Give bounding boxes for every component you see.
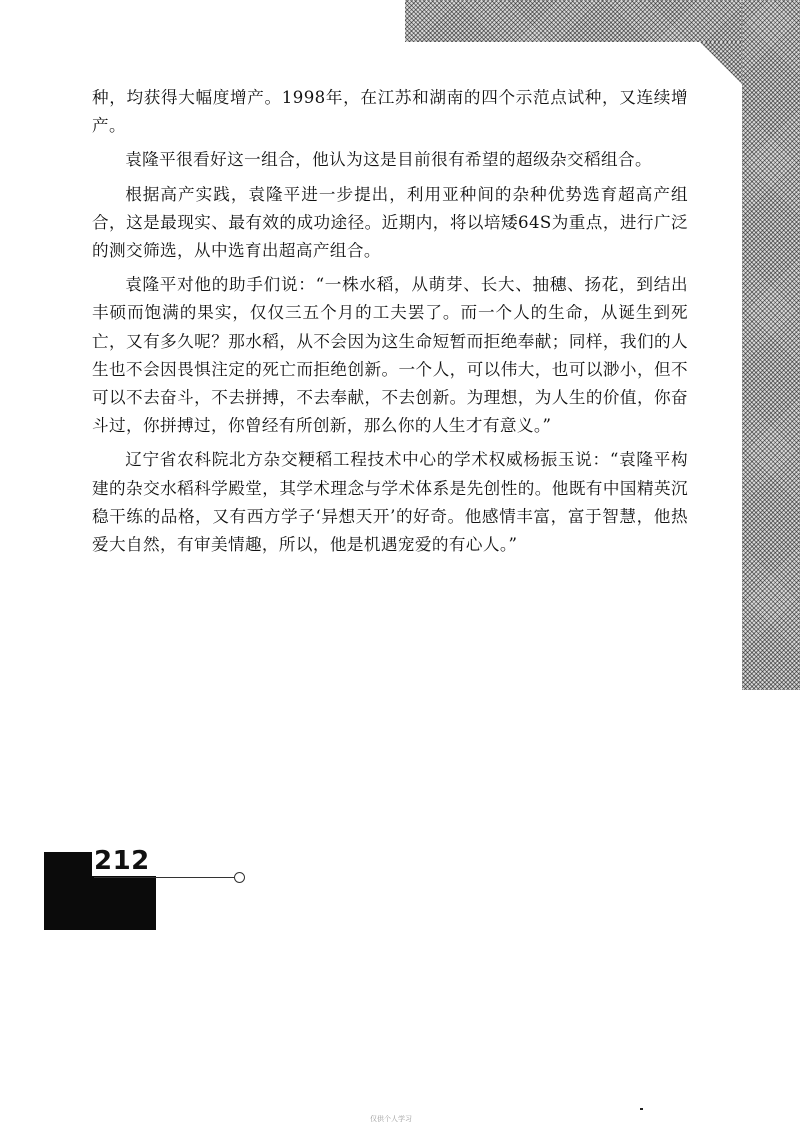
paragraph-1: 种，均获得大幅度增产。1998年，在江苏和湖南的四个示范点试种，又连续增产。 [92,88,688,136]
halftone-band-top [405,0,800,42]
halftone-band-right [742,0,800,690]
scan-speck [640,1108,643,1110]
body-text [92,84,688,565]
footer-rule [94,877,236,878]
halftone-band-corner [700,42,742,84]
page-number: 212 [94,846,150,876]
paragraph-3: 根据高产实践，袁隆平进一步提出，利用亚种间的杂种优势选育超高产组合，这是最现实、最有效的成功途径。近期内，将以培矮64S为重点，进行广泛的测交筛选，从中选育出超高产组合。 [92,184,688,261]
paragraph-2: 袁隆平很看好这一组合，他认为这是目前很有希望的超级杂交稻组合。 [125,150,652,170]
paragraph-5: 辽宁省农科院北方杂交粳稻工程技术中心的学术权威杨振玉说：“袁隆平构建的杂交水稻科学殿堂，其学术理念与学术体系是先创性的。他既有中国精英沉稳干练的品格，又有西方学子‘异想天开’的好奇。他感情丰富，富于智慧，他热爱大自然，有审美情趣，所以，他是机遇宠爱的有心人。” [92,450,688,555]
footer-circle-icon [234,872,245,883]
paragraph-4: 袁隆平对他的助手们说：“一株水稻，从萌芽、长大、抽穗、扬花，到结出丰硕而饱满的果实，仅仅三五个月的工夫罢了。而一个人的生命，从诞生到死亡，又有多久呢？那水稻，从不会因为这生命短暂而拒绝奉献；同样，我们的人生也不会因畏惧注定的死亡而拒绝创新。一个人，可以伟大，也可以渺小，但不可以不去奋斗，不去拼搏，不去奉献，不去创新。为理想，为人生的价值，你奋斗过，你拼搏过，你曾经有所创新，那么你的人生才有意义。” [92,275,688,436]
watermark-text: 仅供个人学习 [370,1115,412,1123]
